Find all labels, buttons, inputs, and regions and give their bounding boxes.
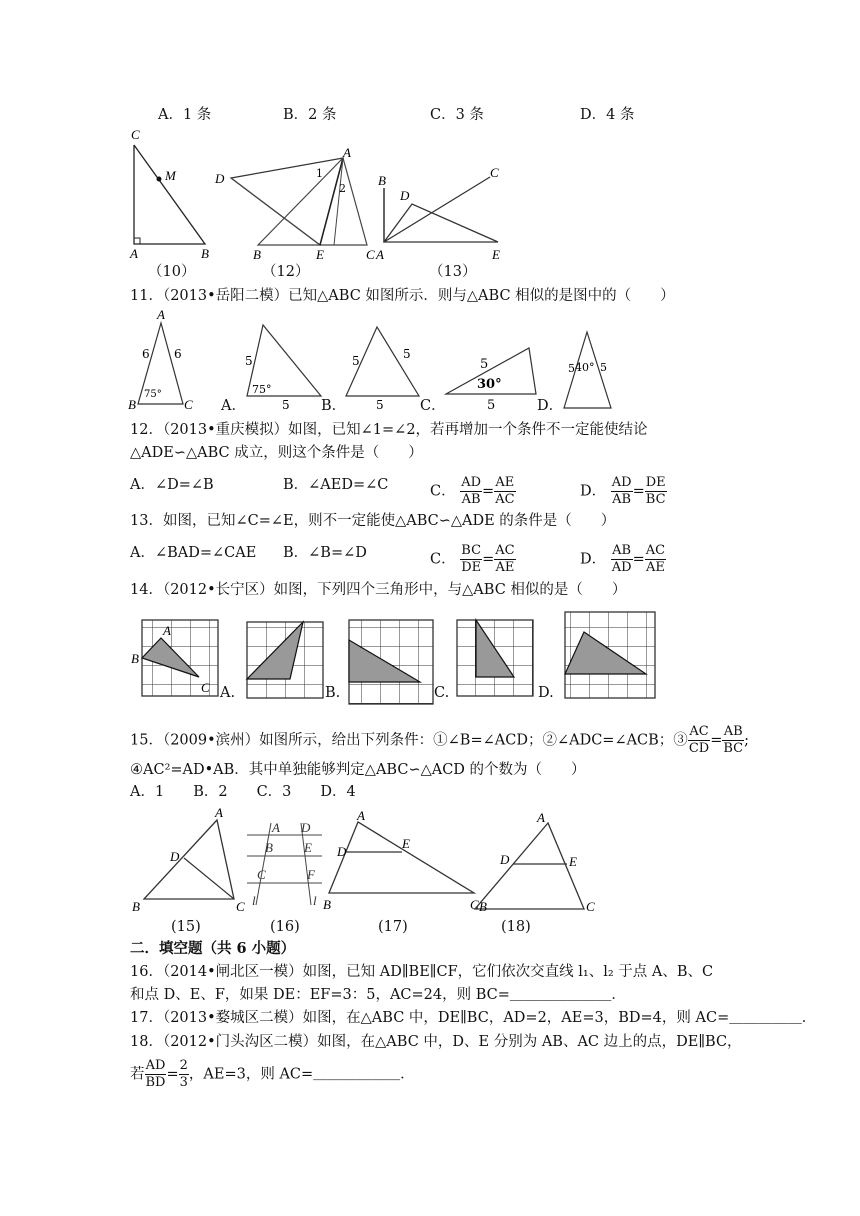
- svg-text:A: A: [357, 808, 365, 823]
- svg-text:D: D: [400, 188, 410, 203]
- svg-text:5: 5: [376, 398, 384, 412]
- q18-equals: =: [166, 1066, 179, 1083]
- svg-text:A: A: [215, 805, 223, 820]
- svg-text:C: C: [366, 247, 375, 262]
- q11-stem: 11．（2013•岳阳二模）已知△ABC 如图所示．则与△ABC 相似的是图中的（ ）: [130, 288, 675, 304]
- q18-suffix: ，AE=3，则 AC=＿＿＿＿＿＿．: [188, 1066, 415, 1083]
- fig10-caption: （10）: [148, 264, 196, 280]
- svg-text:6: 6: [174, 347, 182, 361]
- q14-option-c: C.: [434, 685, 450, 701]
- svg-text:5: 5: [568, 362, 575, 375]
- fig16-caption: (16): [270, 919, 300, 935]
- svg-text:5: 5: [487, 398, 496, 413]
- q15-options: A．1 B．2 C．3 D．4: [130, 784, 356, 800]
- svg-text:D: D: [301, 820, 311, 835]
- svg-text:B: B: [479, 899, 487, 914]
- q10-option-d: D．4 条: [580, 107, 635, 123]
- q10-option-a: A．1 条: [158, 107, 212, 123]
- svg-text:B: B: [378, 173, 386, 188]
- q12-stem-line1: 12．（2013•重庆模拟）如图，已知∠1=∠2，若再增加一个条件不一定能使结论: [130, 422, 648, 438]
- q13-c-fraction-2: $\frac{AC}{AE}$: [495, 543, 515, 575]
- svg-text:C: C: [184, 397, 193, 412]
- fig12-caption: （12）: [262, 264, 310, 280]
- q18-value: $\frac{2}{3}$: [179, 1058, 188, 1090]
- svg-text:A: A: [537, 810, 545, 825]
- fig17-caption: (17): [378, 919, 408, 935]
- q11-option-a: A．: [221, 398, 246, 414]
- svg-text:75°: 75°: [252, 383, 272, 396]
- svg-text:A: A: [343, 145, 351, 160]
- fig15-caption: (15): [171, 919, 201, 935]
- q13-option-a: A．∠BAD=∠CAE: [130, 545, 257, 561]
- q13-option-d-label: D．: [580, 551, 607, 568]
- q15-line2: ④AC²=AD•AB．其中单独能够判定△ABC∽△ACD 的个数为（ ）: [130, 762, 586, 778]
- svg-text:C: C: [490, 165, 499, 180]
- svg-text:D: D: [337, 844, 347, 859]
- svg-text:F: F: [307, 867, 315, 882]
- svg-text:C: C: [131, 127, 140, 142]
- q13-option-c-label: C．: [430, 551, 456, 568]
- svg-text:A: A: [272, 820, 280, 835]
- svg-text:C: C: [236, 899, 245, 914]
- svg-text:5: 5: [403, 347, 411, 361]
- svg-text:75°: 75°: [144, 389, 162, 400]
- q10-option-b: B．2 条: [283, 107, 337, 123]
- q17-text: 17．（2013•婺城区二模）如图，在△ABC 中，DE∥BC，AD=2，AE=3，BD=4，则 AC=＿＿＿＿＿．: [130, 1010, 817, 1026]
- q15-fraction-1: $\frac{AC}{CD}$: [688, 724, 710, 756]
- svg-text:B: B: [253, 247, 261, 262]
- svg-text:E: E: [316, 247, 324, 262]
- q12-option-c: C． $\frac{AD}{AB}$ = $\frac{AE}{AC}$: [430, 475, 515, 507]
- svg-text:30°: 30°: [477, 377, 502, 392]
- q12-c-fraction-2: $\frac{AE}{AC}$: [495, 475, 515, 507]
- q12-stem-line2: △ADE∽△ABC 成立，则这个条件是（ ）: [130, 445, 423, 461]
- svg-text:B: B: [265, 840, 273, 855]
- q18-prefix: 若: [130, 1066, 145, 1083]
- fig13-caption: （13）: [429, 264, 477, 280]
- q13-c-fraction-1: $\frac{BC}{DE}$: [461, 543, 482, 575]
- q18-line2: [130, 1058, 415, 1091]
- q18-line1: 18．（2012•门头沟区二模）如图，在△ABC 中，D、E 分别为 AB、AC 边上的点，DE∥BC，: [130, 1034, 742, 1050]
- svg-text:5: 5: [245, 354, 253, 368]
- svg-text:l: l: [313, 893, 317, 908]
- q18-fraction: $\frac{AD}{BD}$: [145, 1058, 166, 1090]
- q14-option-d: D.: [538, 685, 554, 701]
- svg-text:A: A: [130, 246, 138, 261]
- fig18-caption: (18): [501, 919, 531, 935]
- svg-text:40°: 40°: [575, 361, 595, 374]
- svg-text:E: E: [492, 247, 500, 262]
- svg-text:D: D: [500, 852, 510, 867]
- svg-text:A: A: [376, 247, 384, 262]
- q12-option-c-label: C．: [430, 483, 456, 500]
- svg-text:C: C: [201, 680, 210, 695]
- svg-text:1: 1: [316, 167, 323, 180]
- q12-d-fraction-1: $\frac{AD}{AB}$: [611, 475, 632, 507]
- svg-text:D: D: [170, 849, 180, 864]
- q15-stem: 15．（2009•滨州）如图所示，给出下列条件：①∠B=∠ACD；②∠ADC=∠ACB；③ $\frac{AC}{CD}$ = $\frac{AB}{BC}$ ;: [130, 724, 749, 756]
- svg-text:D: D: [215, 171, 225, 186]
- q12-d-fraction-2: $\frac{DE}{BC}$: [645, 475, 666, 507]
- svg-text:l: l: [252, 893, 256, 908]
- svg-text:5: 5: [600, 361, 607, 374]
- svg-text:C: C: [586, 899, 595, 914]
- section-heading: 二．填空题（共 6 小题）: [130, 940, 296, 957]
- q12-option-b: B．∠AED=∠C: [283, 477, 389, 493]
- q14-option-b: B.: [325, 685, 341, 701]
- svg-text:A: A: [157, 307, 165, 322]
- q11-option-b: B．: [321, 398, 347, 414]
- q15-fraction-2: $\frac{AB}{BC}$: [723, 724, 744, 756]
- svg-text:6: 6: [142, 347, 150, 361]
- q16-line1: 16．（2014•闸北区一模）如图，已知 AD∥BE∥CF，它们依次交直线 l₁、l₂ 于点 A、B、C: [130, 964, 714, 980]
- q12-option-d-label: D．: [580, 483, 607, 500]
- svg-text:E: E: [304, 840, 312, 855]
- q14-option-a: A.: [220, 685, 236, 701]
- svg-text:C: C: [257, 867, 266, 882]
- q13-option-c: C． $\frac{BC}{DE}$ = $\frac{AC}{AE}$: [430, 543, 515, 575]
- svg-text:A: A: [163, 623, 171, 638]
- svg-text:2: 2: [339, 182, 346, 195]
- svg-text:B: B: [132, 899, 140, 914]
- q11-option-d: D．: [537, 398, 564, 414]
- svg-text:5: 5: [480, 357, 489, 372]
- q12-option-d: D． $\frac{AD}{AB}$ = $\frac{DE}{BC}$: [580, 475, 666, 507]
- q16-line2: 和点 D、E、F，如果 DE：EF=3：5，AC=24，则 BC=＿＿＿＿＿＿＿．: [130, 987, 626, 1003]
- q15-stem-text: 15．（2009•滨州）如图所示，给出下列条件：①∠B=∠ACD；②∠ADC=∠ACB；③: [130, 732, 688, 749]
- q12-c-fraction-1: $\frac{AD}{AB}$: [461, 475, 482, 507]
- q13-stem: 13．如图，已知∠C=∠E，则不一定能使△ABC∽△ADE 的条件是（ ）: [130, 513, 616, 529]
- q14-stem: 14．（2012•长宁区）如图，下列四个三角形中，与△ABC 相似的是（ ）: [130, 582, 627, 598]
- svg-text:M: M: [165, 168, 176, 183]
- q13-d-fraction-1: $\frac{AB}{AD}$: [611, 543, 632, 575]
- svg-text:B: B: [128, 397, 136, 412]
- svg-text:E: E: [569, 854, 577, 869]
- svg-text:5: 5: [352, 354, 360, 368]
- svg-text:B: B: [131, 651, 139, 666]
- svg-text:B: B: [323, 897, 331, 912]
- q13-d-fraction-2: $\frac{AC}{AE}$: [645, 543, 666, 575]
- q11-option-c: C．: [420, 398, 446, 414]
- svg-text:5: 5: [282, 398, 290, 412]
- svg-text:B: B: [201, 246, 209, 261]
- svg-text:C: C: [470, 897, 479, 912]
- q13-option-d: D． $\frac{AB}{AD}$ = $\frac{AC}{AE}$: [580, 543, 666, 575]
- svg-text:E: E: [402, 836, 410, 851]
- q13-option-b: B．∠B=∠D: [283, 545, 367, 561]
- q10-option-c: C．3 条: [430, 107, 484, 123]
- q12-option-a: A．∠D=∠B: [130, 477, 214, 493]
